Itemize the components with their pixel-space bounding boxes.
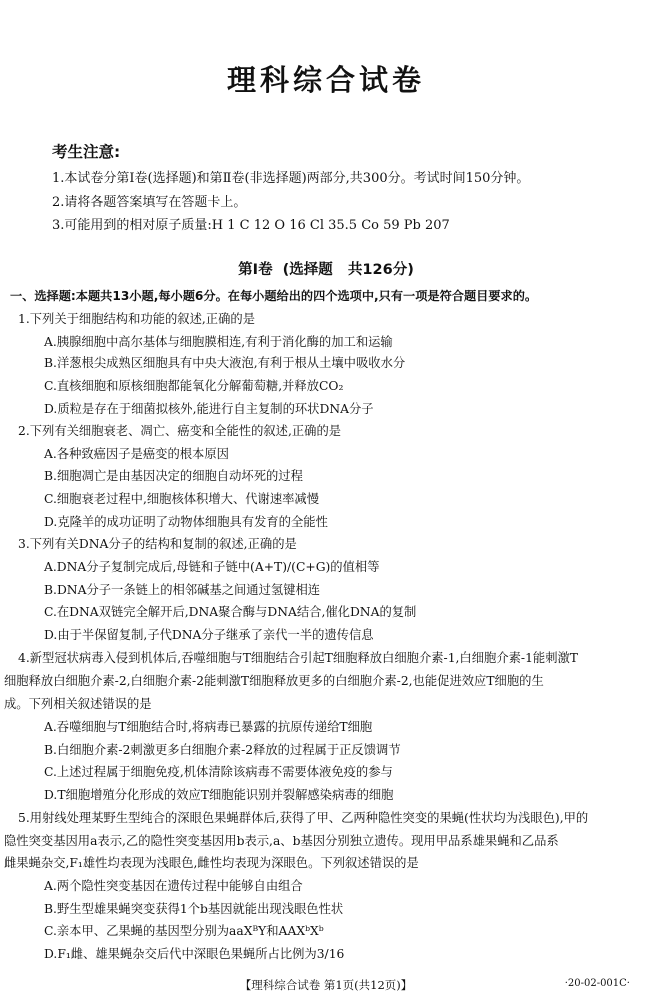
option-b: B.洋葱根尖成熟区细胞具有中央大液泡,有利于根从土壤中吸收水分 bbox=[44, 356, 406, 370]
option-b: B.白细胞介素-2刺激更多白细胞介素-2释放的过程属于正反馈调节 bbox=[44, 743, 401, 757]
question-stem: 雌果蝇杂交,F₁雄性均表现为浅眼色,雌性均表现为深眼色。下列叙述错误的是 bbox=[4, 856, 419, 870]
question-stem: 隐性突变基因用a表示,乙的隐性突变基因用b表示,a、b基因分别独立遗传。现用甲品系雄果蝇和乙品系 bbox=[4, 834, 559, 848]
part-heading: 一、选择题:本题共13小题,每小题6分。在每小题给出的四个选项中,只有一项是符合题目要求的。 bbox=[10, 289, 538, 303]
option-d: D.F₁雌、雄果蝇杂交后代中深眼色果蝇所占比例为3/16 bbox=[44, 947, 345, 961]
option-c: C.上述过程属于细胞免疫,机体清除该病毒不需要体液免疫的参与 bbox=[44, 765, 393, 779]
option-b: B.DNA分子一条链上的相邻碱基之间通过氢键相连 bbox=[44, 583, 321, 597]
option-a: A.DNA分子复制完成后,母链和子链中(A+T)/(C+G)的值相等 bbox=[44, 560, 380, 574]
option-c: C.在DNA双链完全解开后,DNA聚合酶与DNA结合,催化DNA的复制 bbox=[44, 605, 417, 619]
notice-item: 3.可能用到的相对原子质量:H 1 C 12 O 16 Cl 35.5 Co 59 Pb 207 bbox=[52, 218, 450, 233]
exam-code: ·20-02-001C· bbox=[564, 978, 630, 989]
option-a: A.吞噬细胞与T细胞结合时,将病毒已暴露的抗原传递给T细胞 bbox=[44, 720, 373, 734]
option-a: A.各种致癌因子是癌变的根本原因 bbox=[44, 447, 229, 461]
option-b: B.野生型雄果蝇突变获得1个b基因就能出现浅眼色性状 bbox=[44, 902, 344, 916]
option-a: A.胰腺细胞中高尔基体与细胞膜相连,有利于消化酶的加工和运输 bbox=[44, 335, 393, 349]
option-d: D.T细胞增殖分化形成的效应T细胞能识别并裂解感染病毒的细胞 bbox=[44, 788, 394, 802]
question-stem: 3.下列有关DNA分子的结构和复制的叙述,正确的是 bbox=[18, 537, 297, 551]
option-c: C.亲本甲、乙果蝇的基因型分别为aaXᴮY和AAXᵇXᵇ bbox=[44, 924, 324, 938]
option-b: B.细胞凋亡是由基因决定的细胞自动坏死的过程 bbox=[44, 469, 303, 483]
question-stem: 5.用射线处理某野生型纯合的深眼色果蝇群体后,获得了甲、乙两种隐性突变的果蝇(性状均为浅眼色),甲的 bbox=[18, 811, 589, 825]
section-title: 第Ⅰ卷 (选择题 共126分) bbox=[238, 262, 414, 278]
option-a: A.两个隐性突变基因在遗传过程中能够自由组合 bbox=[44, 879, 303, 893]
notice-heading: 考生注意: bbox=[52, 143, 121, 161]
option-d: D.由于半保留复制,子代DNA分子继承了亲代一半的遗传信息 bbox=[44, 628, 374, 642]
question-stem: 4.新型冠状病毒入侵到机体后,吞噬细胞与T细胞结合引起T细胞释放白细胞介素-1,白细胞介素-1能刺激T bbox=[18, 651, 578, 665]
option-d: D.克隆羊的成功证明了动物体细胞具有发育的全能性 bbox=[44, 515, 328, 529]
option-c: C.直核细胞和原核细胞都能氧化分解葡萄糖,并释放CO₂ bbox=[44, 379, 344, 393]
question-stem: 2.下列有关细胞衰老、凋亡、癌变和全能性的叙述,正确的是 bbox=[18, 424, 342, 438]
option-d: D.质粒是存在于细菌拟核外,能进行自主复制的环状DNA分子 bbox=[44, 402, 374, 416]
notice-item: 1.本试卷分第Ⅰ卷(选择题)和第Ⅱ卷(非选择题)两部分,共300分。考试时间150分钟。 bbox=[52, 171, 530, 186]
option-c: C.细胞衰老过程中,细胞核体积增大、代谢速率减慢 bbox=[44, 492, 320, 506]
notice-item: 2.请将各题答案填写在答题卡上。 bbox=[52, 195, 247, 210]
page-footer: 【理科综合试卷 第1页(共12页)】 bbox=[239, 978, 413, 992]
question-stem: 1.下列关于细胞结构和功能的叙述,正确的是 bbox=[18, 312, 255, 326]
exam-title: 理科综合试卷 bbox=[226, 63, 425, 97]
question-stem: 成。下列相关叙述错误的是 bbox=[4, 697, 152, 711]
question-stem: 细胞释放白细胞介素-2,白细胞介素-2能刺激T细胞释放更多的白细胞介素-2,也能促进效应T细胞的生 bbox=[4, 674, 544, 688]
